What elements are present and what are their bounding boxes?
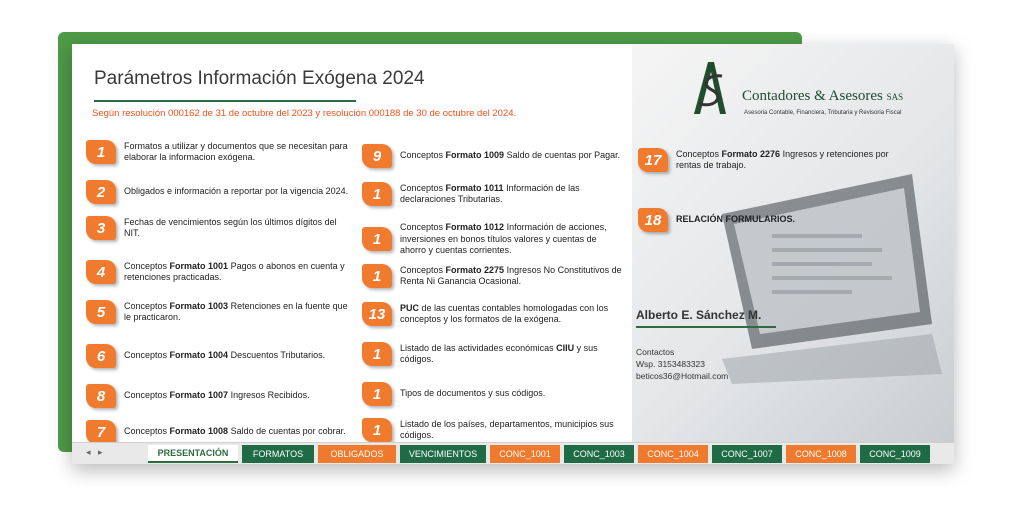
menu-item[interactable]: [362, 264, 622, 288]
menu-item[interactable]: [362, 382, 622, 406]
sheet-tab[interactable]: FORMATOS: [242, 445, 314, 463]
item-label: Formatos a utilizar y documentos que se necesitan para elaborar la informacion exógena.: [124, 140, 348, 162]
item-label: Conceptos Formato 1012 Información de acciones, inversiones en bonos títulos valores y cuentas de ahorro y cuentas corrientes.: [400, 222, 607, 255]
item-number-badge[interactable]: 8: [86, 384, 116, 408]
company-logo: [690, 58, 950, 122]
item-label: Conceptos Formato 1008 Saldo de cuentas por cobrar.: [124, 426, 346, 437]
menu-item[interactable]: [362, 418, 622, 442]
item-number-badge[interactable]: 7: [86, 420, 116, 444]
contact-phone[interactable]: Wsp. 3153483323: [636, 359, 705, 369]
item-label: Conceptos Formato 1003 Retenciones en la fuente que le practicaron.: [124, 300, 348, 322]
item-number-badge[interactable]: 3: [86, 216, 116, 240]
prev-sheet-icon[interactable]: ◂: [86, 447, 91, 457]
page-title: Parámetros Información Exógena 2024: [94, 68, 425, 89]
signature-name: Alberto E. Sánchez M.: [636, 308, 762, 322]
logo-tagline: Asesoria Contable, Financiera, Tributaria y Revisoria Fiscal: [744, 110, 902, 116]
contact-heading: Contactos: [636, 347, 675, 357]
item-label: Fechas de vencimientos según los últimos dígitos del NIT.: [124, 216, 337, 238]
sheet-tab[interactable]: CONC_1009: [860, 445, 930, 463]
menu-item[interactable]: [86, 384, 352, 408]
contact-block: [636, 346, 728, 382]
menu-item[interactable]: [86, 420, 352, 444]
item-number-badge[interactable]: 13: [362, 302, 392, 326]
item-label: Obligados e información a reportar por la vigencia 2024.: [124, 186, 349, 197]
menu-item[interactable]: [86, 216, 352, 240]
item-label: Conceptos Formato 2276 Ingresos y retenciones por rentas de trabajo.: [676, 148, 889, 170]
menu-item[interactable]: [362, 222, 622, 257]
item-label: Conceptos Formato 2275 Ingresos No Constitutivos de Renta Ni Ganancia Ocasional.: [400, 264, 622, 286]
sheet-tab-bar: [72, 442, 954, 464]
menu-item[interactable]: [362, 342, 622, 366]
item-number-badge[interactable]: 2: [86, 180, 116, 204]
signature-divider: [636, 326, 776, 328]
item-number-badge[interactable]: 1: [86, 140, 116, 164]
menu-item[interactable]: [86, 180, 352, 204]
item-number-badge[interactable]: 1: [362, 227, 392, 251]
item-number-badge[interactable]: 1: [362, 342, 392, 366]
item-label: Conceptos Formato 1004 Descuentos Tributarios.: [124, 350, 326, 361]
item-number-badge[interactable]: 1: [362, 264, 392, 288]
item-number-badge[interactable]: 6: [86, 344, 116, 368]
menu-item[interactable]: [86, 260, 352, 284]
menu-item[interactable]: [362, 182, 622, 206]
menu-item[interactable]: [86, 300, 352, 324]
logo-name: Contadores & Asesores SAS: [742, 88, 904, 104]
item-label: RELACIÓN FORMULARIOS.: [676, 214, 795, 225]
menu-item[interactable]: [86, 344, 352, 368]
item-number-badge[interactable]: 1: [362, 182, 392, 206]
item-number-badge[interactable]: 9: [362, 144, 392, 168]
item-label: Conceptos Formato 1011 Información de las declaraciones Tributarias.: [400, 182, 580, 204]
item-number-badge[interactable]: 18: [638, 208, 668, 232]
sheet-tab[interactable]: CONC_1008: [786, 445, 856, 463]
page-subtitle: Según resolución 000162 de 31 de octubre del 2023 y resolución 000188 de 30 de octubre del 2024.: [92, 108, 517, 119]
item-label: PUC de las cuentas contables homologadas con los conceptos y los formatos de la exógena.: [400, 302, 609, 324]
sheet-tab[interactable]: CONC_1004: [638, 445, 708, 463]
item-number-badge[interactable]: 5: [86, 300, 116, 324]
sheet-tab[interactable]: CONC_1001: [490, 445, 560, 463]
menu-item[interactable]: [638, 148, 906, 172]
menu-item[interactable]: [362, 144, 622, 168]
sheet-tab[interactable]: VENCIMIENTOS: [400, 445, 486, 463]
item-label: Conceptos Formato 1001 Pagos o abonos en cuenta y retenciones practicadas.: [124, 260, 345, 282]
item-number-badge[interactable]: 1: [362, 382, 392, 406]
title-divider: [94, 100, 356, 102]
item-label: Conceptos Formato 1009 Saldo de cuentas por Pagar.: [400, 150, 621, 161]
sheet-nav-arrows[interactable]: [86, 447, 103, 458]
menu-item[interactable]: [638, 208, 906, 232]
sheet-tab[interactable]: CONC_1007: [712, 445, 782, 463]
item-number-badge[interactable]: 1: [362, 418, 392, 442]
item-label: Tipos de documentos y sus códigos.: [400, 388, 546, 399]
logo-mark-icon: [690, 58, 730, 118]
item-label: Listado de las actividades económicas CIIU y sus códigos.: [400, 342, 598, 364]
menu-item[interactable]: [86, 140, 352, 164]
item-number-badge[interactable]: 17: [638, 148, 668, 172]
sheet-tab[interactable]: CONC_1003: [564, 445, 634, 463]
item-label: Conceptos Formato 1007 Ingresos Recibidos.: [124, 390, 310, 401]
spreadsheet-sheet: [72, 44, 954, 464]
sheet-tab[interactable]: OBLIGADOS: [318, 445, 396, 463]
sheet-tab[interactable]: PRESENTACIÓN: [148, 445, 238, 463]
item-number-badge[interactable]: 4: [86, 260, 116, 284]
contact-email[interactable]: beticos36@Hotmail.com: [636, 371, 729, 381]
menu-item[interactable]: [362, 302, 622, 326]
item-label: Listado de los países, departamentos, municipios sus códigos.: [400, 418, 614, 440]
next-sheet-icon[interactable]: ▸: [98, 447, 103, 457]
